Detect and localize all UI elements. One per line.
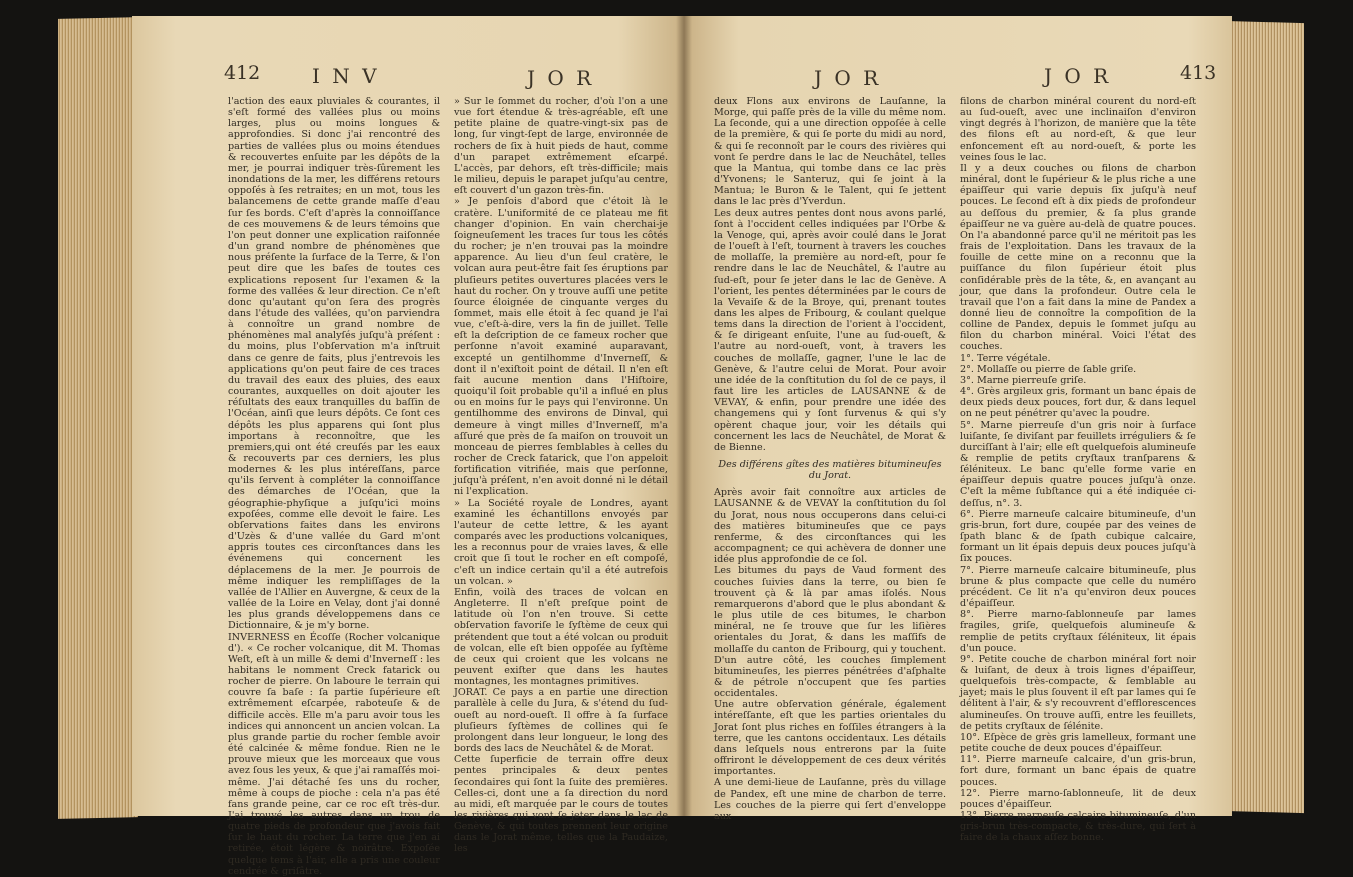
list-item: 10°. Eſpèce de grès gris lamelleux, formant une petite couche de deux pouces d'épaiſſeur. xyxy=(960,731,1196,755)
list-item: 6°. Pierre marneuſe calcaire bitumineuſe, d'un gris-brun, fort dure, coupée par des veines de ſpath blanc & de ſpath cubique calcaire, formant un lit épais depuis deux pouces juſqu'à ſix pouces. xyxy=(960,508,1196,565)
running-head-title: J O R xyxy=(527,66,595,90)
right-page-edges xyxy=(1222,21,1304,813)
right-running-head xyxy=(684,62,1232,94)
paragraph: JORAT. Ce pays a en partie une direction parallèle à celle du Jura, & s'étend du ſud-oueſt au nord-oueſt. Il offre à ſa ſurface pluſieurs ſyſtèmes de collines qui ſe prolongent dans leur longueur, le long des bords des lacs de Neuchâtel & de Morat. xyxy=(454,687,668,755)
paragraph: Les deux autres pentes dont nous avons parlé, ſont à l'occident celles indiquées par l'Orbe & la Venoge, qui, après avoir coulé dans le Jorat de l'oueſt à l'eſt, tournent à travers les couches de mollaſſe, la première au nord-eſt, pour ſe rendre dans le lac de Neuchâtel, & l'autre au ſud-eſt, pour ſe jeter dans le lac de Genève. A l'orient, les pentes déterminées par le cours de la Vevaiſe & de la Broye, qui, prenant toutes dans les alpes de Fribourg, & coulant quelque tems dans la direction de l'orient à l'occident, & ſe dirigeant enſuite, l'une au ſud-oueſt, & l'autre au nord-oueſt, vont, à travers les couches de mollaſſe, gagner, l'une le lac de Genève, & l'autre celui de Morat. Pour avoir une idée de la conſtitution du ſol de ce pays, il faut lire les articles de LAUSANNE & de VEVAY, & enfin, pour prendre une idée des changemens qui y ſont ſurvenus & qui s'y opèrent chaque jour, voir les détails qui concernent les lacs de Neuchâtel, de Morat & de Bienne. xyxy=(714,207,946,453)
running-head-title: I N V xyxy=(312,64,380,88)
left-page-column-1 xyxy=(228,96,440,877)
list-item: 2°. Mollaſſe ou pierre de ſable griſe. xyxy=(960,363,1137,375)
page-number: 413 xyxy=(1180,62,1217,84)
paragraph: Il y a deux couches ou filons de charbon minéral, dont le ſupérieur & le plus riche a une épaiſſeur qui varie depuis ſix juſqu'à neuf pouces. Le ſecond eſt à dix pieds de profondeur au deſſous du premier, & ſa plus grande épaiſſeur ne va guère au-delà de quatre pouces. On l'a abandonné parce qu'il ne méritoit pas les frais de l'exploitation. Dans les travaux de la fouille de cette mine on a reconnu que la puiſſance du filon ſupérieur étoit plus conſidérable près de la tête, &, en avançant au jour, que dans la profondeur. Outre cela le travail que l'on a fait dans la mine de Pandex a donné lieu de connoître la compoſition de la colline de Pandex, depuis le ſommet juſqu au filon du charbon minéral. Voici l'état des couches. xyxy=(960,162,1196,353)
left-page-edges xyxy=(58,17,138,819)
paragraph: Enfin, voilà des traces de volcan en Angleterre. Il n'eſt preſque point de latitude où l'on n'en trouve. Si cette obſervation favoriſe le ſyſtème de ceux qui prétendent que tout a été volcan ou produit de volcan, elle eſt bien oppoſée au ſyſtème de ceux qui croient que les volcans ne peuvent exiſter que dans les hautes montagnes, les montagnes primitives. xyxy=(454,586,668,688)
running-head-title: J O R xyxy=(814,66,882,90)
right-page-column-1 xyxy=(714,96,946,822)
paragraph: Cette ſuperficie de terrain offre deux pentes principales & deux pentes ſecondaires qui ſont la ſuite des premières. Celles-ci, dont une a ſa direction du nord au midi, eſt marquée par le cours de toutes les rivières qui vont ſe jeter dans le lac de Genève, & qui toutes prennent leur origine dans le Jorat même, telles que la Paudaize, les xyxy=(454,754,668,855)
paragraph: Les bitumes du pays de Vaud forment des couches ſuivies dans la terre, ou bien ſe trouvent çà & là par amas iſolés. Nous remarquerons d'abord que le plus abondant & le plus utile de ces bitumes, le charbon minéral, ne ſe trouve que ſur les liſières orientales du Jorat, & dans les maſſifs de mollaſſe du canton de Fribourg, qui y touchent. D'un autre côté, les couches ſimplement bitumineuſes, les pierres pénétrées d'aſphalte & de pétrole n'occupent que ſes parties occidentales. xyxy=(714,565,946,700)
book-gutter xyxy=(676,16,692,816)
left-page-column-2 xyxy=(454,96,668,855)
paragraph: INVERNESS en Écoſſe (Rocher volcanique d'). « Ce rocher volcanique, dit M. Thomas Weſt, eſt à un mille & demi d'Inverneſſ : les habitans le nomment Creck fatarick ou rocher de pierre. On laboure le terrain qui couvre ſa baſe : ſa partie ſupérieure eſt extrêmement eſcarpée, raboteuſe & de difficile accès. Elle m'a paru avoir tous les indices qui annoncent un ancien volcan. La plus grande partie du rocher ſemble avoir été calcinée & même fondue. Rien ne le prouve mieux que les morceaux que vous avez ſous les yeux, & que j'ai ramaſſés moi-même. J'ai détaché ſes uns du rocher, même à coups de pioche : cela n'a pas été fans grande peine, car ce roc eſt très-dur. J'ai trouvé les autres dans un trou de quatre pieds de profondeur que j'avois fait ſur le haut du rocher. La terre que j'en ai retirée, étoit légère & noirâtre. Expoſée quelque tems à l'air, elle a pris une couleur cendrée & griſâtre. xyxy=(228,631,440,877)
left-running-head xyxy=(132,62,684,94)
list-item: 11°. Pierre marneuſe calcaire, d'un gris-brun, fort dure, formant un banc épais de quatre pouces. xyxy=(960,754,1196,788)
paragraph: deux Flons aux environs de Lauſanne, la Morge, qui paſſe près de la ville du même nom. La ſeconde, qui a une direction oppoſée à celle de la première, & qui ſe porte du midi au nord, & qui ſe reconnoît par le cours des rivières qui vont ſe perdre dans le lac de Neuchâtel, telles que la Mantua, qui tombe dans ce lac près d'Yvonens; le Santeruz, qui ſe joint à la Mantua; le Buron & le Talent, qui ſe jettent dans le lac près d'Yverdun. xyxy=(714,96,946,208)
list-item: 3°. Marne pierreuſe griſe. xyxy=(960,374,1087,386)
list-item: 9°. Petite couche de charbon minéral fort noir & luiſant, de deux à trois lignes d'épaiſſeur, quelquefois très-compacte, & ſemblable au jayet; mais le plus ſouvent il eſt par lames qui ſe délitent à l'air, & s'y recouvrent d'efflorescences alumineuſes. On trouve auſſi, entre les feuillets, de petits cryſtaux de ſélénite. xyxy=(960,653,1196,732)
paragraph: l'action des eaux pluviales & courantes, il s'eſt formé des vallées plus ou moins larges, plus ou moins longues & approfondies. Si donc j'ai rencontré des parties de vallées plus ou moins étendues & recouvertes enſuite par les dépôts de la mer, je pourrai indiquer très-ſûrement les inondations de la mer, les différens retours oppoſés à ſes retraites; en un mot, tous les balancemens de cette grande maſſe d'eau ſur ſes bords. C'eſt d'après la connoiſſance de ces mouvemens & de leurs témoins que l'on peut donner une explication raiſonnée d'un grand nombre de phénomènes que nous préſente la ſurface de la Terre, & l'on peut dire que les baſes de toutes ces explications reposent ſur l'examen & la forme des vallées & leur direction. Ce n'eſt donc qu'autant qu'on ſera des progrès dans l'étude des vallées, qu'on parviendra à connoître un grand nombre de phénomènes mal analyſés juſqu'à préſent : du moins, plus l'obſervation m'a inſtruit dans ce genre de faits, plus j'entrevois les applications qu'on peut faire de ces traces du travail des eaux des pluies, des eaux courantes, auxquelles on doit ajouter les réſultats des eaux tranquilles du baſſin de l'Océan, ainſi que leurs dépôts. Ce ſont ces dépôts les plus apparens qui ſont plus importans à reconnoître, que les premiers,qui ont été creuſés par les eaux & recouverts par ces derniers, les plus modernes & les plus intéreſſans, parce qu'ils ſervent à compléter la connoiſſance des démarches de l'Océan, que la géographie-phyſique a juſqu'ici moins expoſées, comme elle devoit le faire. Les obſervations faites dans les environs d'Uzès & d'une vallée du Gard m'ont appris toutes ces circonſtances dans les événemens qui concernent les déplacemens de la mer. Je pourrois de même indiquer les rempliſſages de la vallée de l'Allier en Auvergne, & ceux de la vallée de la Loire en Velay, dont j'ai donné les plus grands développemens dans ce Dictionnaire, & je m'y borne. xyxy=(228,96,440,632)
list-item: 1°. Terre végétale. xyxy=(960,352,1051,364)
right-page-column-2 xyxy=(960,96,1196,844)
left-page xyxy=(132,16,684,877)
list-item: 12°. Pierre marno-ſablonneuſe, lit de deux pouces d'épaiſſeur. xyxy=(960,787,1196,810)
section-heading: Des différens gîtes des matières bitumineuſes du Jorat. xyxy=(718,459,942,482)
paragraph: » Sur le ſommet du rocher, d'où l'on a une vue fort étendue & très-agréable, eſt une petite plaine de quatre-vingt-six pas de long, ſur vingt-ſept de large, environnée de rochers de ſix à huit pieds de haut, comme d'un parapet extrêmement eſcarpé. L'accès, par dehors, eſt très-difficile; mais le milieu, depuis le parapet juſqu'au centre, eſt couvert d'un gazon très-fin. xyxy=(454,96,668,197)
paragraph: Après avoir fait connoître aux articles de LAUSANNE & de VEVAY la conſtitution du ſol du Jorat, nous nous occuperons dans celui-ci des matières bitumineuſes que ce pays renferme, & des circonſtances qui les accompagnent; ce qui achèvera de donner une idée plus approfondie de ce ſol. xyxy=(714,487,946,566)
paragraph: A une demi-lieue de Lauſanne, près du village de Pandex, eſt une mine de charbon de terre. Les couches de la pierre qui ſert d'enveloppe aux xyxy=(714,777,946,822)
list-item: 8°. Pierre marno-ſablonneuſe par lames fragiles, griſe, quelquefois alumineuſe & remplie de petits cryſtaux ſéléniteux, lit épais d'un pouce. xyxy=(960,609,1196,654)
list-item: 5°. Marne pierreuſe d'un gris noir à ſurface luiſante, ſe diviſant par feuillets irréguliers & ſe durciſſant à l'air; elle eſt quelquefois alumineuſe & remplie de petits cryſtaux tranſparens & ſéléniteux. Le banc qu'elle forme varie en épaiſſeur depuis quatre pouces juſqu'à onze. C'eſt la même ſubſtance qui a été indiquée ci-deſſus, n°. 3. xyxy=(960,419,1196,509)
paragraph: filons de charbon minéral courent du nord-eſt au ſud-oueſt, avec une inclinaiſon d'environ vingt degrés à l'horizon, de manière que la tête des filons eſt au nord-eſt, & que leur enfoncement eſt au nord-oueſt, & porte les veines ſous le lac. xyxy=(960,96,1196,163)
list-item: 7°. Pierre marneuſe calcaire bitumineuſe, plus brune & plus compacte que celle du numéro précédent. Ce lit n'a qu'environ deux pouces d'épaiſſeur. xyxy=(960,564,1196,610)
running-head-title: J O R xyxy=(1044,64,1112,88)
paragraph: Une autre obſervation générale, également intéreſſante, eſt que les parties orientales du Jorat ſont plus riches en foſſiles étrangers à la terre, que les cantons occidentaux. Les détails dans leſquels nous entrerons par la ſuite offriront le développement de ces deux vérités importantes. xyxy=(714,699,946,778)
paragraph: » La Société royale de Londres, ayant examiné les échantillons envoyés par l'auteur de cette lettre, & les ayant comparés avec les productions volcaniques, les a reconnus pour de vraies laves, & elle croit que ſi tout le rocher en eſt compoſé, c'eſt un indice certain qu'il a été autrefois un volcan. » xyxy=(454,497,668,587)
list-item: 4°. Grès argileux gris, formant un banc épais de deux pieds deux pouces, fort dur, & dans lequel on ne peut pénétrer qu'avec la poudre. xyxy=(960,386,1196,420)
paragraph: » Je penſois d'abord que c'étoit là le cratère. L'uniformité de ce plateau me fit changer d'opinion. En vain cherchai-je ſoigneuſement les traces ſur tous les côtés du rocher; je n'en trouvai pas la moindre apparence. Au lieu d'un ſeul cratère, le volcan aura peut-être fait ſes éruptions par pluſieurs petites ouvertures placées vers le haut du rocher. On y trouve auſſi une petite ſource éloignée de cinquante verges du ſommet, mais elle étoit à ſec quand je l'ai vue, c'eſt-à-dire, vers la fin de juillet. Telle eſt la deſcription de ce fameux rocher que perſonne n'avoit examiné auparavant, excepté un gentilhomme d'Inverneſſ, & dont il n'exiſtoit point de détail. Il n'en eſt fait aucune mention dans l'Hiſtoire, quoiqu'il ſoit probable qu'il a influé en plus ou en moins ſur le pays qui l'environne. Un gentilhomme des environs de Dinval, qui demeure à vingt milles d'Inverneſſ, m'a aſſuré que près de ſa maiſon on trouvoit un monceau de pierres ſemblables à celles du rocher de Creck fatarick, que l'on appeloit fortification vitrifiée, mais que perſonne, juſqu'à préſent, n'en avoit donné ni le détail ni l'explication. xyxy=(454,196,668,498)
list-item: 13°. Pierre marneuſe calcaire bitumineuſe, d'un gris-brun très-compacte, & très-dure, qui ſert à faire de la chaux aſſez bonne. xyxy=(960,810,1196,844)
right-page xyxy=(684,16,1232,844)
page-number: 412 xyxy=(224,62,261,84)
